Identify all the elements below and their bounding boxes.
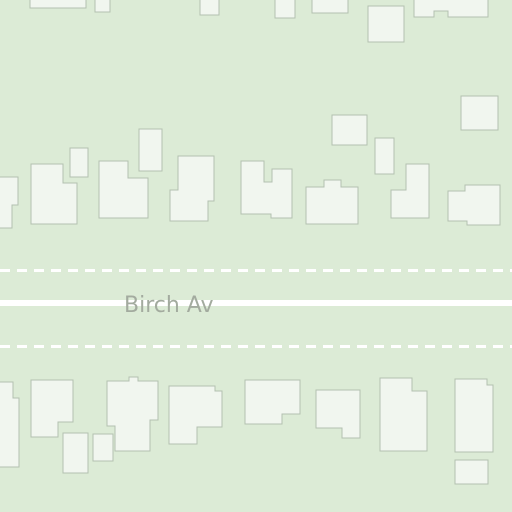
building: [332, 115, 367, 145]
building: [30, 0, 86, 8]
building: [455, 460, 488, 484]
building: [306, 180, 358, 224]
building: [107, 377, 158, 451]
building: [275, 0, 295, 18]
building: [70, 148, 88, 177]
building: [139, 129, 162, 171]
building: [455, 379, 493, 452]
street-label-birch-av: Birch Av: [124, 293, 214, 318]
building: [375, 138, 394, 174]
building: [461, 96, 498, 130]
building: [200, 0, 219, 15]
building: [63, 433, 88, 473]
building: [312, 0, 348, 13]
building: [93, 434, 113, 461]
building: [368, 6, 404, 42]
building: [95, 0, 110, 12]
building: [448, 185, 500, 225]
building: [414, 0, 488, 17]
